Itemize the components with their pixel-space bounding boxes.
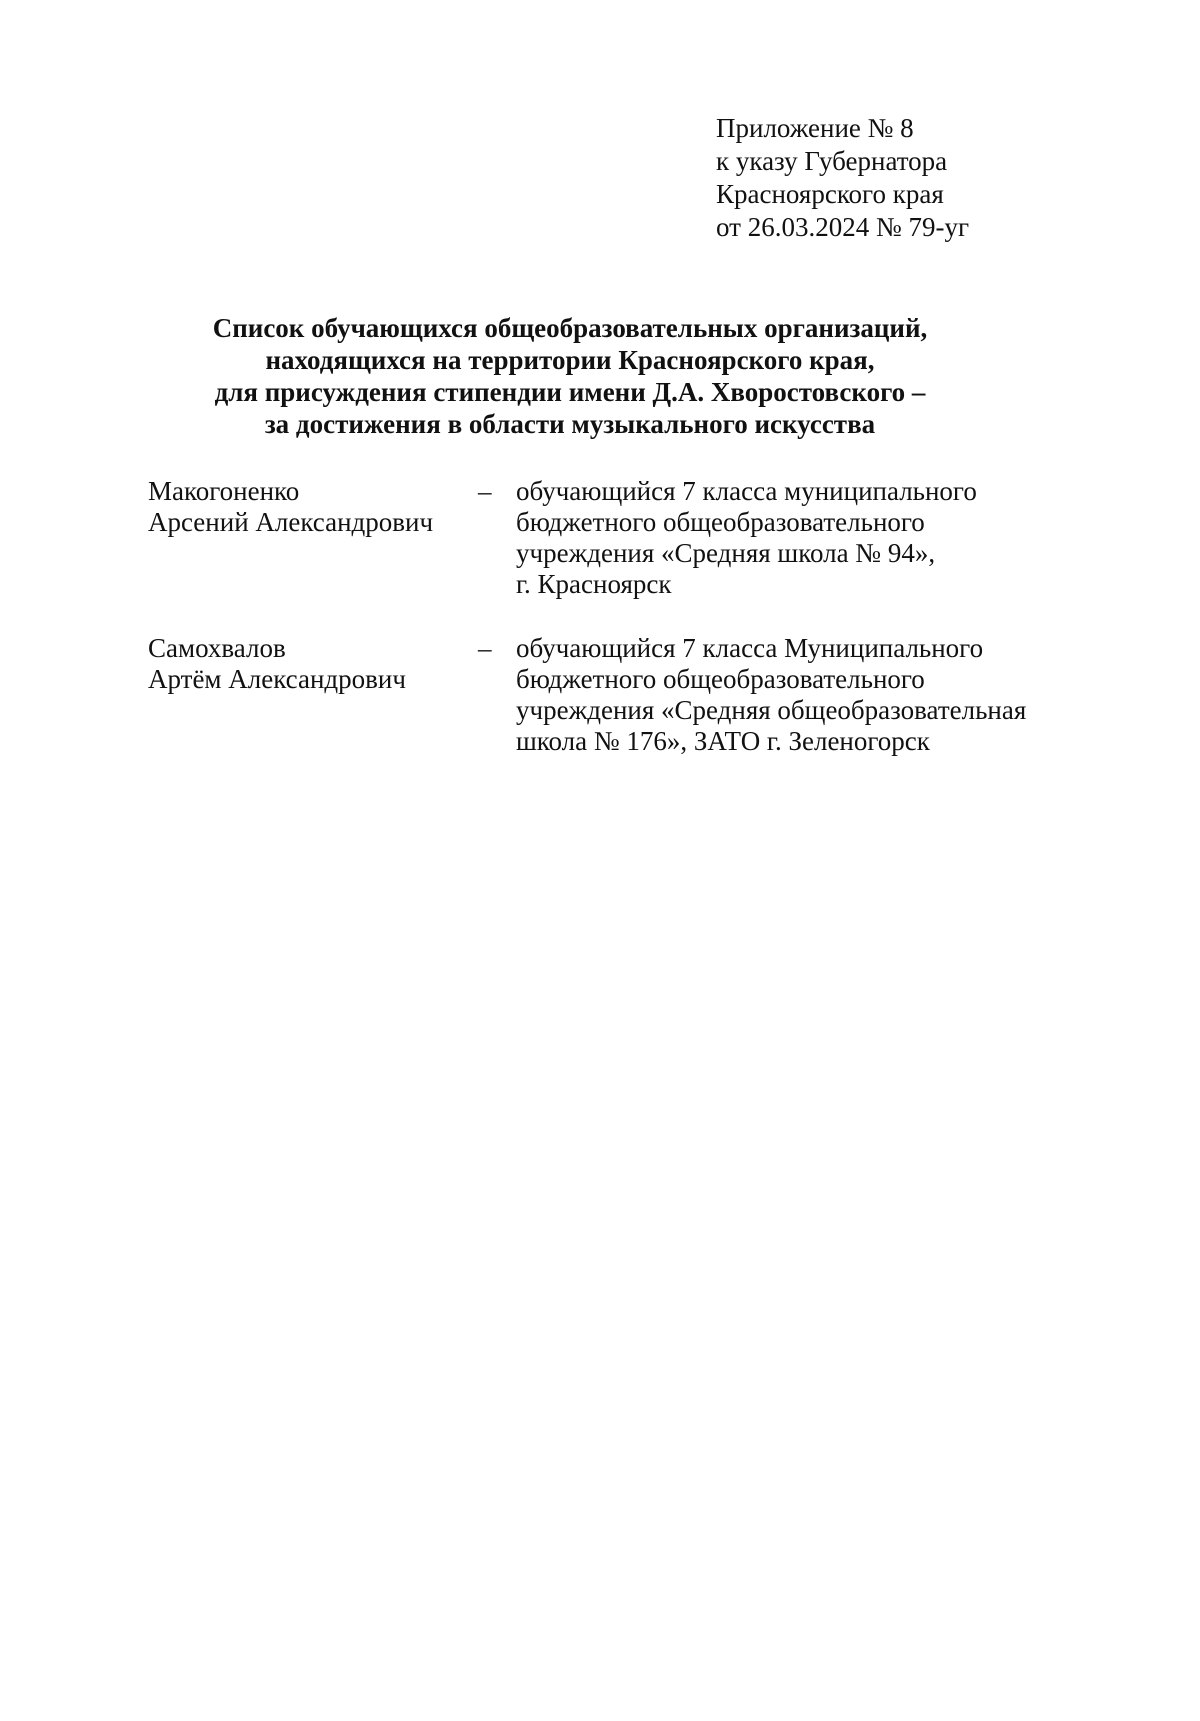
- appendix-number: Приложение № 8: [716, 113, 914, 143]
- student-surname: Макогоненко: [148, 476, 300, 506]
- entry-dash: –: [478, 476, 492, 506]
- title-line: Список обучающихся общеобразовательных организаций,: [212, 313, 928, 343]
- student-name: [148, 476, 468, 538]
- student-given-names: Арсений Александрович: [148, 507, 434, 537]
- appendix-decree-ref: к указу Губернатора: [716, 146, 948, 176]
- title-line: находящихся на территории Красноярского края,: [265, 345, 875, 375]
- student-name: [148, 633, 468, 695]
- description-line: обучающийся 7 класса Муниципального: [516, 633, 984, 663]
- description-line: бюджетного общеобразовательного: [516, 507, 925, 537]
- appendix-header: [716, 112, 969, 244]
- description-line: учреждения «Средняя школа № 94»,: [516, 538, 936, 568]
- description-line: школа № 176», ЗАТО г. Зеленогорск: [516, 726, 930, 756]
- appendix-date: от 26.03.2024 № 79-уг: [716, 212, 970, 242]
- student-description: [516, 633, 1076, 757]
- description-line: учреждения «Средняя общеобразовательная: [516, 695, 1027, 725]
- description-line: обучающийся 7 класса муниципального: [516, 476, 977, 506]
- title-line: за достижения в области музыкального искусства: [264, 409, 876, 439]
- document-title: [0, 312, 1140, 440]
- student-surname: Самохвалов: [148, 633, 286, 663]
- student-description: [516, 476, 1076, 600]
- description-line: г. Красноярск: [516, 569, 672, 599]
- entry-dash: –: [478, 633, 492, 663]
- student-given-names: Артём Александрович: [148, 664, 406, 694]
- description-line: бюджетного общеобразовательного: [516, 664, 925, 694]
- title-line: для присуждения стипендии имени Д.А. Хворостовского –: [214, 377, 926, 407]
- appendix-region: Красноярского края: [716, 179, 944, 209]
